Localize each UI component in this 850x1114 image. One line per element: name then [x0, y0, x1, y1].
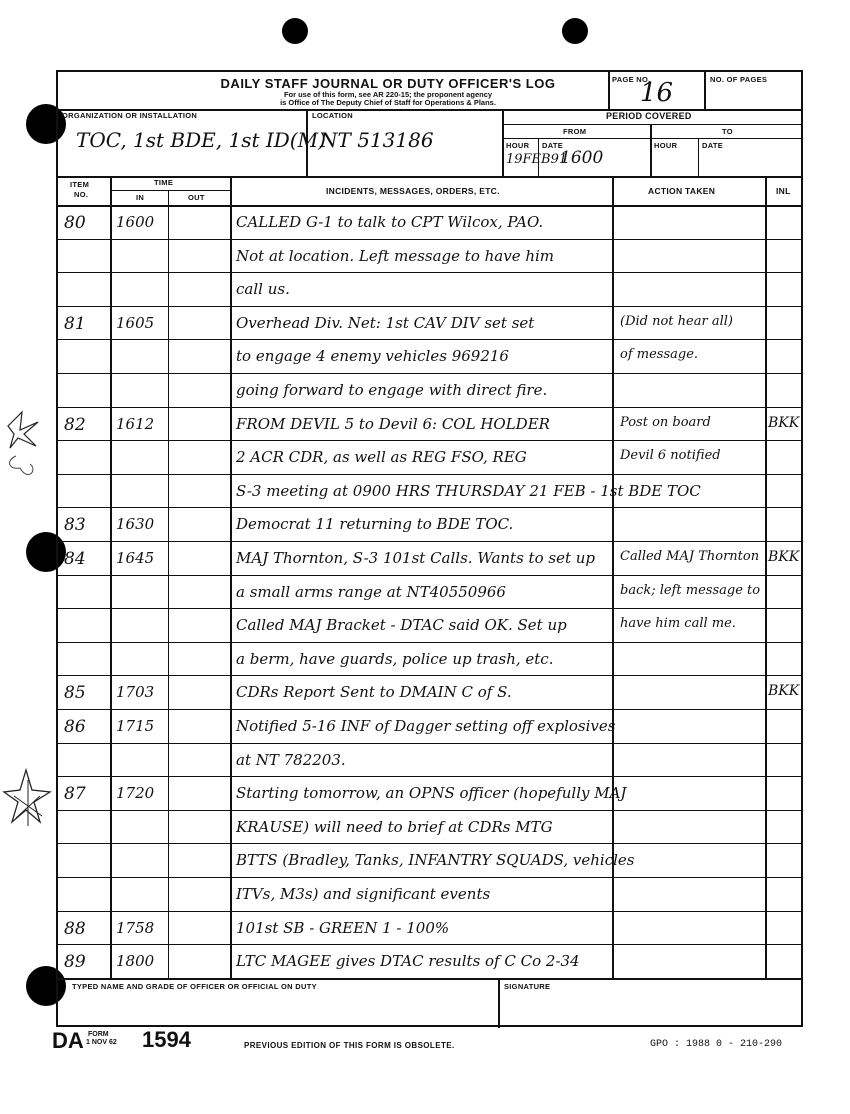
row-action-taken: Called MAJ Thornton	[620, 549, 760, 564]
log-row	[58, 676, 801, 710]
row-incident-text: a small arms range at NT40550966	[236, 582, 506, 601]
row-incident-text: MAJ Thornton, S-3 101st Calls. Wants to set up	[236, 549, 596, 567]
row-item-no: 82	[64, 414, 86, 435]
log-row	[58, 609, 801, 643]
row-action-taken: (Did not hear all)	[620, 313, 733, 329]
log-row	[58, 811, 801, 845]
row-incident-text: S-3 meeting at 0900 HRS THURSDAY 21 FEB - 1st BDE TOC	[236, 481, 701, 500]
row-initials: BKK	[768, 683, 800, 700]
log-row	[58, 542, 801, 576]
row-time-in: 1605	[116, 313, 155, 332]
form-title: DAILY STAFF JOURNAL OR DUTY OFFICER'S LOG	[220, 76, 556, 91]
log-row	[58, 643, 801, 677]
row-item-no: 83	[64, 515, 86, 536]
form-subtitle-2: is Office of The Deputy Chief of Staff for Operations & Plans.	[280, 98, 496, 107]
from-hour-label: HOUR	[506, 141, 530, 150]
log-row	[58, 273, 801, 307]
page-no-label: PAGE NO.	[612, 75, 651, 84]
organization-label: ORGANIZATION OR INSTALLATION	[62, 111, 198, 120]
row-time-in: 1612	[116, 414, 155, 433]
row-action-taken: of message.	[620, 347, 699, 363]
form-date: 1 NOV 62	[86, 1039, 117, 1046]
row-incident-text: KRAUSE) will need to brief at CDRs MTG	[236, 817, 553, 836]
log-row	[58, 777, 801, 811]
period-covered-label: PERIOD COVERED	[606, 111, 692, 121]
punch-hole-top-right	[562, 18, 588, 44]
log-row	[58, 307, 801, 341]
log-row	[58, 441, 801, 475]
row-action-taken: Devil 6 notified	[620, 448, 721, 464]
row-item-no: 81	[64, 313, 86, 334]
row-item-no: 85	[64, 683, 86, 704]
margin-star-doodle-1	[2, 408, 46, 488]
row-incident-text: Notified 5-16 INF of Dagger setting off explosives	[236, 717, 616, 735]
punch-hole-top-left	[282, 18, 308, 44]
row-time-in: 1645	[116, 549, 155, 567]
form-number: 1594	[142, 1027, 191, 1052]
row-incident-text: LTC MAGEE gives DTAC results of C Co 2-34	[236, 952, 580, 971]
incidents-label: INCIDENTS, MESSAGES, ORDERS, ETC.	[326, 186, 500, 196]
no-of-pages-label: NO. OF PAGES	[710, 75, 768, 84]
row-time-in: 1715	[116, 717, 155, 735]
row-incident-text: Not at location. Left message to have him	[236, 246, 555, 265]
row-item-no: 88	[64, 918, 86, 939]
row-incident-text: CDRs Report Sent to DMAIN C of S.	[236, 683, 512, 702]
from-label: FROM	[563, 127, 587, 136]
row-initials: BKK	[768, 549, 800, 565]
log-row	[58, 374, 801, 408]
row-incident-text: Overhead Div. Net: 1st CAV DIV set set	[236, 313, 535, 332]
inl-label: INL	[776, 186, 791, 196]
item-label: ITEM	[70, 180, 90, 189]
form-da: DA	[52, 1028, 84, 1053]
log-row	[58, 912, 801, 946]
page-no-value: 16	[640, 78, 674, 108]
log-row	[58, 878, 801, 912]
row-incident-text: Starting tomorrow, an OPNS officer (hopefully MAJ	[236, 784, 627, 803]
action-taken-label: ACTION TAKEN	[648, 186, 716, 196]
signature-label: SIGNATURE	[504, 982, 551, 991]
log-row	[58, 240, 801, 274]
row-incident-text: going forward to engage with direct fire.	[236, 381, 548, 399]
log-row	[58, 206, 801, 240]
row-incident-text: Called MAJ Bracket - DTAC said OK. Set up	[236, 616, 567, 635]
row-item-no: 86	[64, 717, 86, 737]
row-item-no: 80	[64, 213, 86, 233]
from-date-value: 1600	[560, 148, 604, 168]
row-incident-text: 2 ACR CDR, as well as REG FSO, REG	[236, 448, 527, 467]
time-in-label: IN	[136, 193, 145, 202]
location-value: NT 513186	[320, 128, 434, 152]
duty-log-form	[56, 70, 803, 1027]
form-subtitle-1: For use of this form, see AR 220-15; the proponent agency	[283, 90, 493, 99]
log-row	[58, 408, 801, 442]
time-label: TIME	[154, 178, 174, 187]
row-time-in: 1800	[116, 952, 155, 971]
item-no-label: NO.	[74, 190, 89, 199]
log-row	[58, 844, 801, 878]
row-incident-text: FROM DEVIL 5 to Devil 6: COL HOLDER	[236, 414, 550, 433]
previous-edition-note: PREVIOUS EDITION OF THIS FORM IS OBSOLETE.	[244, 1041, 455, 1050]
row-action-taken: Post on board	[620, 414, 711, 430]
log-row	[58, 508, 801, 542]
log-row	[58, 945, 801, 979]
to-date-label: DATE	[702, 141, 724, 150]
form-title-block	[168, 76, 608, 107]
to-label: TO	[722, 127, 733, 136]
row-item-no: 84	[64, 549, 86, 569]
from-hour-value: 19FEB91	[506, 152, 568, 167]
row-initials: BKK	[768, 414, 800, 431]
log-row	[58, 744, 801, 778]
row-action-taken: back; left message to	[620, 582, 761, 598]
log-row	[58, 576, 801, 610]
row-item-no: 89	[64, 952, 86, 973]
time-out-label: OUT	[188, 193, 205, 202]
row-action-taken: have him call me.	[620, 616, 736, 632]
row-incident-text: ITVs, M3s) and significant events	[236, 885, 491, 903]
row-time-in: 1720	[116, 784, 155, 803]
row-time-in: 1630	[116, 515, 155, 534]
row-incident-text: 101st SB - GREEN 1 - 100%	[236, 918, 450, 937]
log-row	[58, 340, 801, 374]
location-label: LOCATION	[312, 111, 354, 120]
row-time-in: 1758	[116, 918, 155, 937]
row-time-in: 1600	[116, 213, 155, 231]
log-row	[58, 710, 801, 744]
margin-star-doodle-2	[2, 766, 54, 836]
typed-name-label: TYPED NAME AND GRADE OF OFFICER OR OFFICIAL ON DUTY	[72, 982, 317, 991]
organization-value: TOC, 1st BDE, 1st ID(M)	[76, 128, 326, 152]
row-incident-text: at NT 782203.	[236, 750, 346, 769]
row-incident-text: Democrat 11 returning to BDE TOC.	[236, 515, 514, 534]
row-item-no: 87	[64, 784, 86, 805]
form-label: FORM	[88, 1031, 109, 1038]
row-incident-text: CALLED G-1 to talk to CPT Wilcox, PAO.	[236, 213, 544, 231]
row-incident-text: call us.	[236, 280, 290, 299]
row-time-in: 1703	[116, 683, 155, 702]
log-row	[58, 475, 801, 509]
gpo-code: GPO : 1988 0 - 210-290	[650, 1039, 783, 1050]
from-date-label: DATE	[542, 141, 564, 150]
to-hour-label: HOUR	[654, 141, 678, 150]
row-incident-text: to engage 4 enemy vehicles 969216	[236, 347, 509, 366]
row-incident-text: BTTS (Bradley, Tanks, INFANTRY SQUADS, vehicles	[236, 851, 635, 870]
row-incident-text: a berm, have guards, police up trash, etc.	[236, 649, 554, 668]
